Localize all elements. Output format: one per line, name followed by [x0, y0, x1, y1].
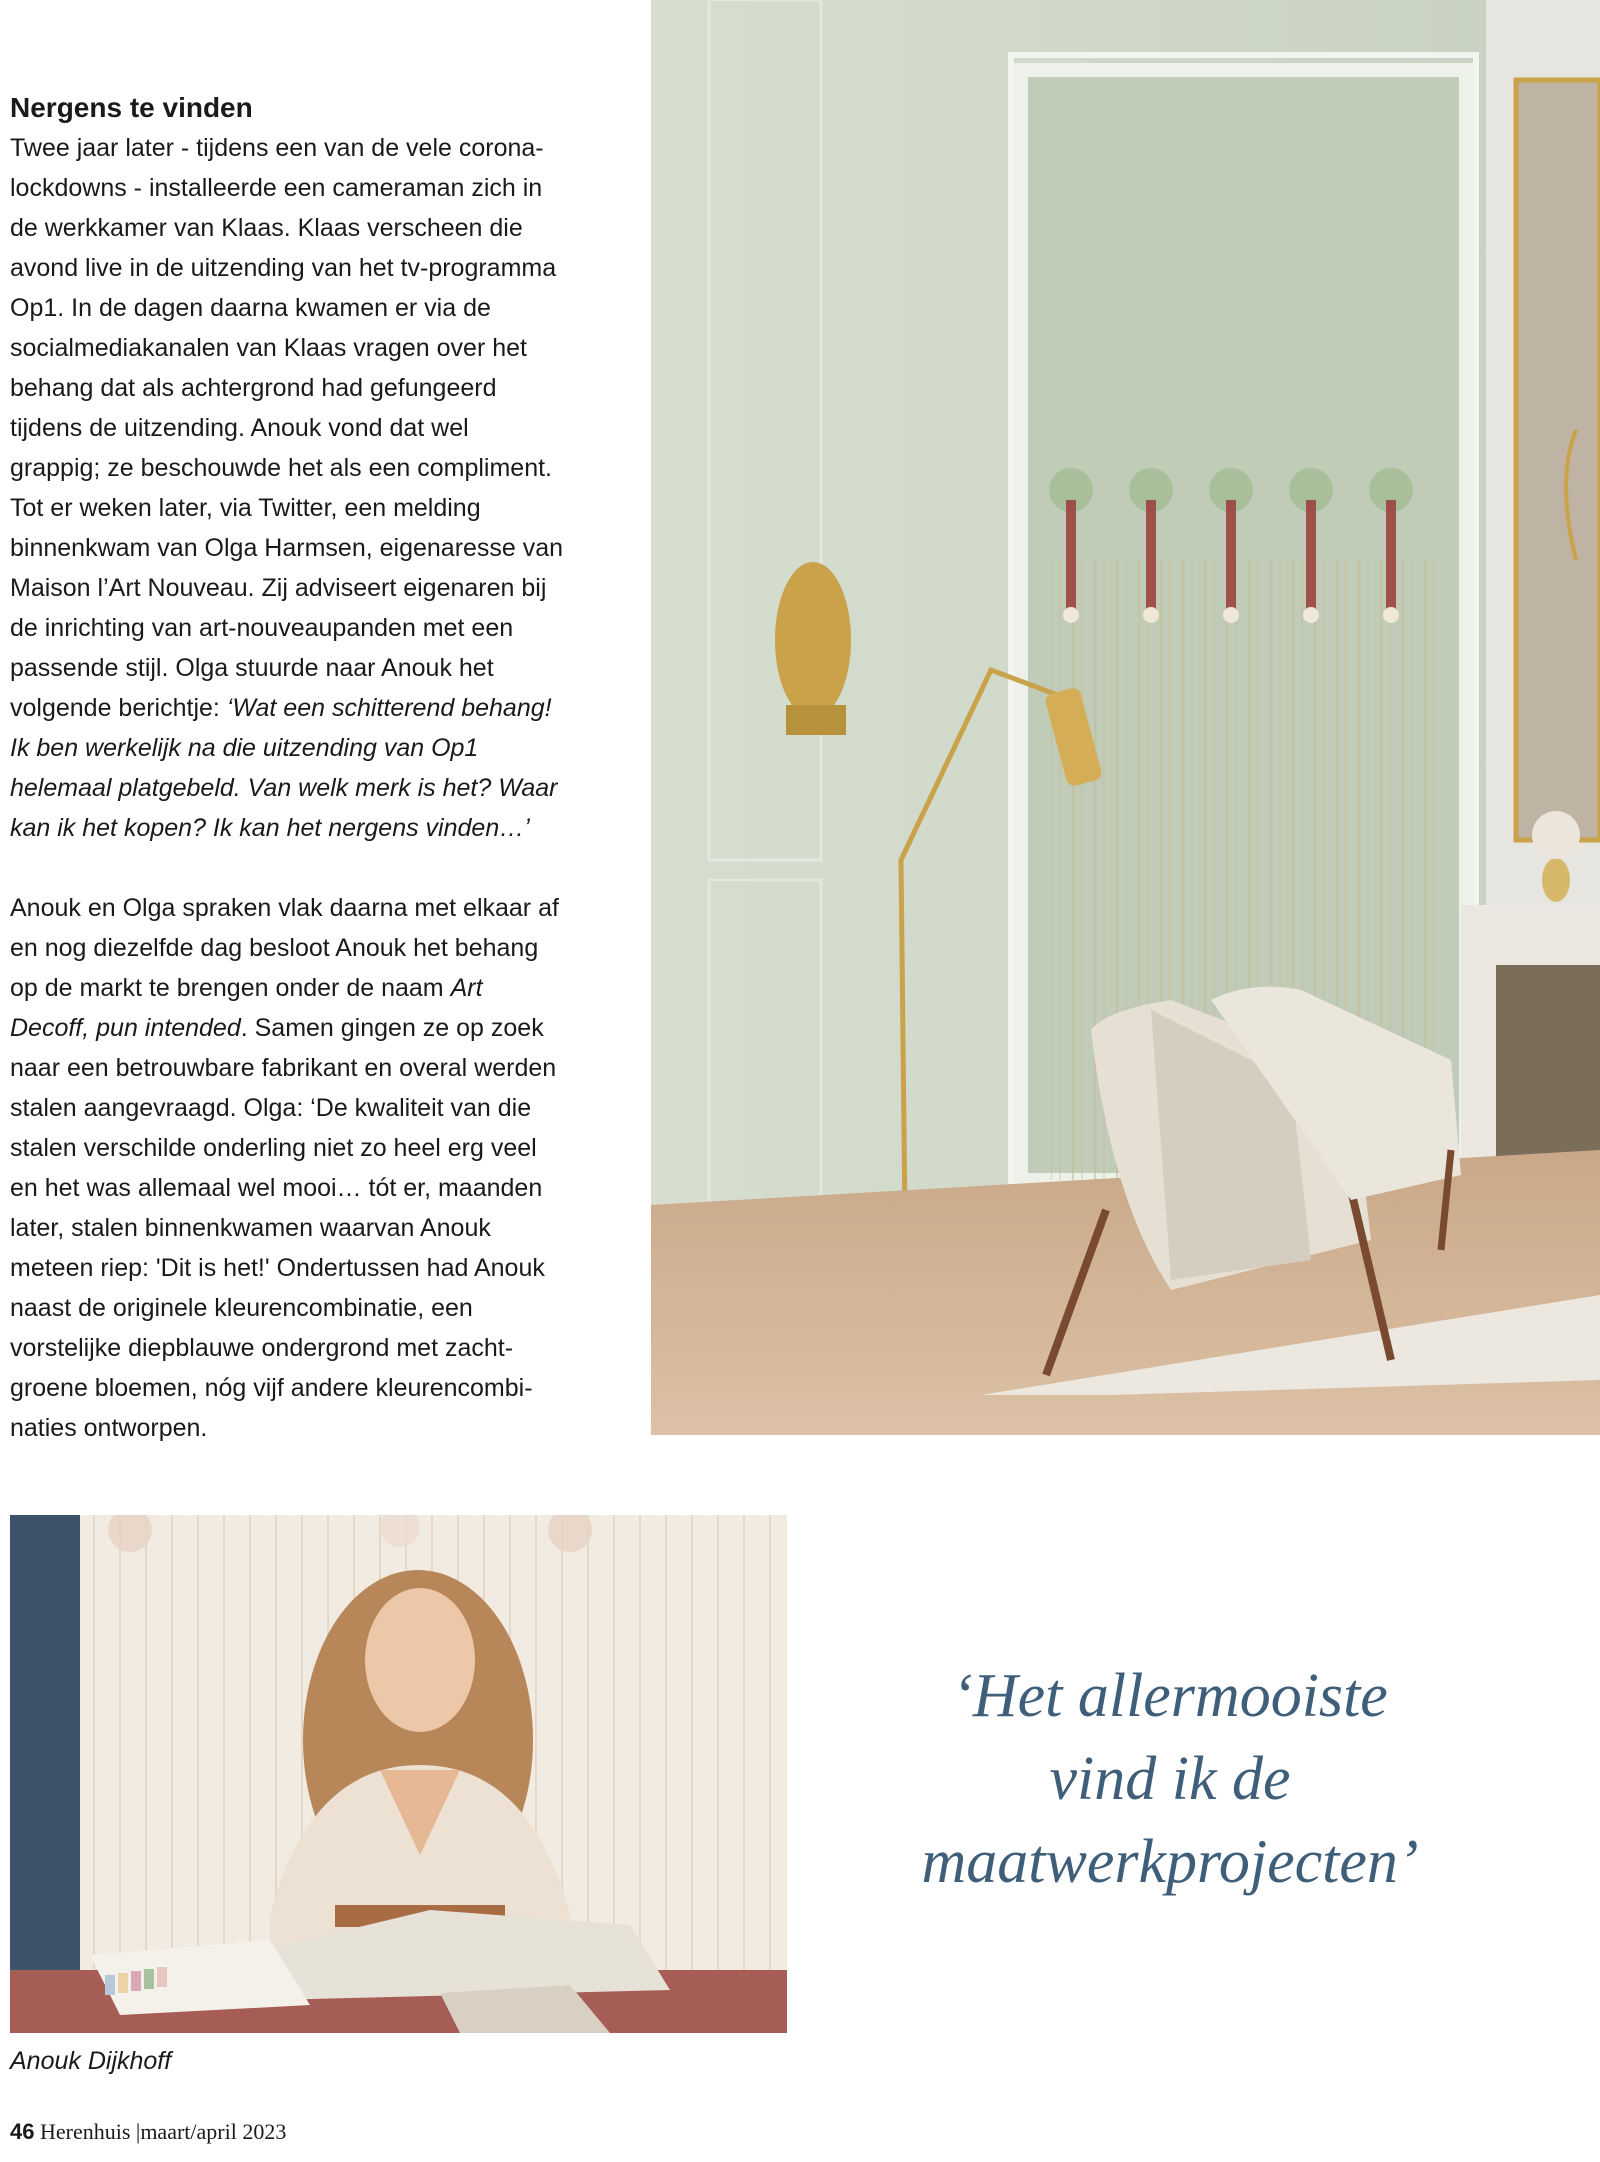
- text-line: socialmediakanalen van Klaas vragen over het: [10, 334, 527, 362]
- text-line: vorstelijke diepblauwe ondergrond met zacht-: [10, 1334, 514, 1362]
- text-line: tijdens de uitzending. Anouk vond dat wel: [10, 414, 469, 442]
- text-line: naar een betrouwbare fabrikant en overal werden: [10, 1054, 557, 1082]
- text-run: . Samen gingen ze op zoek: [240, 1014, 544, 1042]
- text-line: lockdowns - installeerde een cameraman zich in: [10, 174, 543, 202]
- photo-caption: Anouk Dijkhoff: [10, 2047, 172, 2075]
- quote-text: ‘Wat een schitterend behang!: [226, 694, 552, 722]
- quote-line: helemaal platgebeld. Van welk merk is het? Waar: [10, 774, 558, 802]
- page-number: 46: [10, 2119, 35, 2144]
- text-line: Anouk en Olga spraken vlak daarna met elkaar af: [10, 894, 559, 922]
- quote-line: kan ik het kopen? Ik kan het nergens vinden…’: [10, 814, 530, 842]
- text-line: avond live in de uitzending van het tv-programma: [10, 254, 557, 282]
- text-line: en het was allemaal wel mooi… tót er, maanden: [10, 1174, 543, 1202]
- wall-sconce: [775, 562, 851, 735]
- text-line: [10, 1008, 600, 1048]
- pull-quote-line: vind ik de: [1049, 1745, 1291, 1813]
- text-line: Tot er weken later, via Twitter, een melding: [10, 494, 481, 522]
- quote-line: Ik ben werkelijk na die uitzending van Op1: [10, 734, 479, 762]
- paragraph-1: [10, 128, 600, 848]
- text-line: naties ontworpen.: [10, 1414, 208, 1442]
- text-line: naast de originele kleurencombinatie, een: [10, 1294, 473, 1322]
- text-line: [10, 968, 600, 1008]
- footer-separator: |: [135, 2119, 141, 2144]
- pull-quote-line: ‘Het allermooiste: [952, 1662, 1388, 1730]
- interior-photo: [651, 0, 1600, 1435]
- text-line: grappig; ze beschouwde het als een compliment.: [10, 454, 552, 482]
- text-line: Twee jaar later - tijdens een van de vele corona-: [10, 134, 544, 162]
- text-run: op de markt te brengen onder de naam: [10, 974, 451, 1002]
- page-footer: [10, 2119, 286, 2145]
- text-run: volgende berichtje:: [10, 694, 227, 722]
- text-line: [10, 688, 600, 728]
- article-body: [10, 88, 600, 1448]
- pull-quote-line: maatwerkprojecten’: [921, 1828, 1419, 1896]
- portrait-photo: [10, 1515, 787, 2033]
- text-line: meteen riep: 'Dit is het!' Ondertussen had Anouk: [10, 1254, 545, 1282]
- brand-name: Art: [450, 974, 483, 1002]
- text-line: passende stijl. Olga stuurde naar Anouk het: [10, 654, 494, 682]
- text-line: de werkkamer van Klaas. Klaas verscheen die: [10, 214, 523, 242]
- text-line: groene bloemen, nóg vijf andere kleurencombi-: [10, 1374, 533, 1402]
- text-line: Op1. In de dagen daarna kwamen er via de: [10, 294, 491, 322]
- pull-quote: [860, 1655, 1480, 1904]
- brand-name: Decoff, pun intended: [10, 1014, 241, 1042]
- section-heading: Nergens te vinden: [10, 92, 253, 123]
- text-line: later, stalen binnenkwamen waarvan Anouk: [10, 1214, 491, 1242]
- issue-date: maart/april 2023: [140, 2119, 287, 2144]
- portrait-illustration: [10, 1515, 787, 2033]
- text-line: behang dat als achtergrond had gefungeerd: [10, 374, 497, 402]
- text-line: de inrichting van art-nouveaupanden met een: [10, 614, 514, 642]
- text-line: en nog diezelfde dag besloot Anouk het behang: [10, 934, 539, 962]
- magazine-name: Herenhuis: [39, 2119, 131, 2144]
- text-line: binnenkwam van Olga Harmsen, eigenaresse van: [10, 534, 564, 562]
- text-line: Maison l’Art Nouveau. Zij adviseert eigenaren bij: [10, 574, 547, 602]
- interior-illustration: [651, 0, 1600, 1435]
- text-line: stalen verschilde onderling niet zo heel erg veel: [10, 1134, 537, 1162]
- paragraph-2: [10, 888, 600, 1448]
- text-line: stalen aangevraagd. Olga: ‘De kwaliteit van die: [10, 1094, 532, 1122]
